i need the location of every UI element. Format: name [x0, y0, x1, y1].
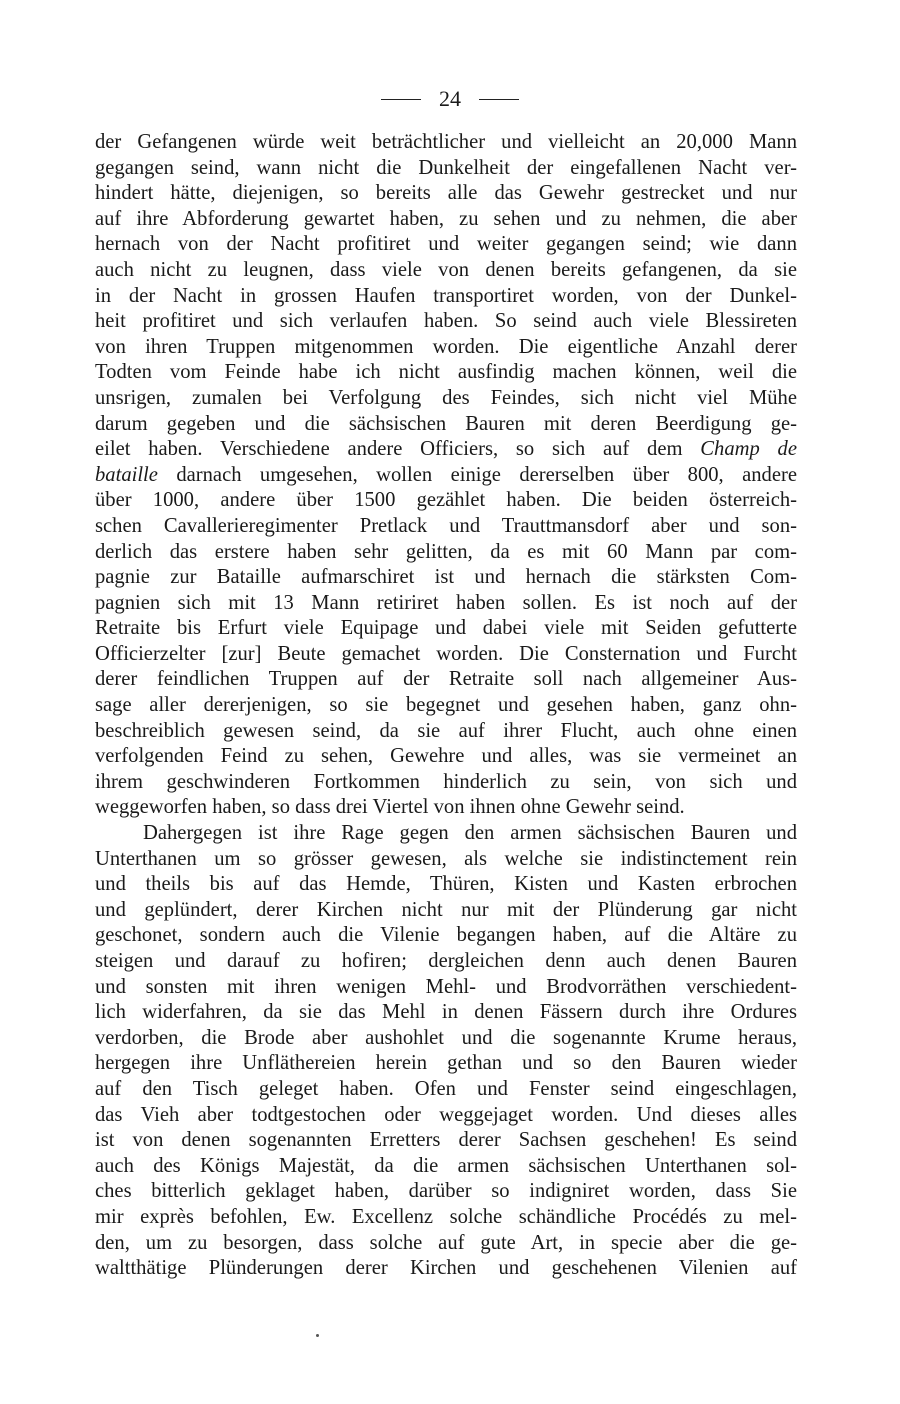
- text-line: eilet haben. Verschiedene andere Officiers, so sich auf dem Champ de: [95, 438, 797, 461]
- text-line: ist von denen sogenannten Erretters derer Sachsen geschehen! Es seind: [95, 1129, 797, 1152]
- text-line: das Vieh aber todtgestochen oder weggejaget worden. Und dieses alles: [95, 1103, 797, 1126]
- page-header: [0, 84, 900, 114]
- text-line: in der Nacht in grossen Haufen transportiret worden, von der Dunkel-: [95, 284, 797, 307]
- text-line: steigen und darauf zu hofiren; dergleichen denn auch denen Bauren: [95, 950, 797, 972]
- text-line: von ihren Truppen mitgenommen worden. Die eigentliche Anzahl derer: [95, 335, 797, 358]
- text-line: und theils bis auf das Hemde, Thüren, Kisten und Kasten erbrochen: [95, 873, 797, 896]
- header-rule-right: [479, 99, 519, 100]
- text-line: bataille darnach umgesehen, wollen einige dererselben über 800, andere: [95, 463, 797, 486]
- text-line: ches bitterlich geklaget haben, darüber so indigniret worden, dass Sie: [95, 1180, 797, 1203]
- body-text: [95, 130, 797, 1282]
- text-line: und sonsten mit ihren wenigen Mehl- und Brodvorräthen verschiedent-: [95, 975, 797, 998]
- text-line: lich widerfahren, da sie das Mehl in denen Fässern durch ihre Ordures: [95, 1001, 797, 1024]
- text-line: sage aller dererjenigen, so sie begegnet und gesehen haben, ganz ohn-: [95, 694, 797, 717]
- text-line: mir exprès befohlen, Ew. Excellenz solche schändliche Procédés zu mel-: [95, 1205, 797, 1228]
- text-line: derer feindlichen Truppen auf der Retraite soll nach allgemeiner Aus-: [95, 668, 797, 691]
- text-line: Officierzelter [zur] Beute gemachet worden. Die Consternation und Furcht: [95, 642, 797, 665]
- text-line: Dahergegen ist ihre Rage gegen den armen sächsischen Bauren und: [143, 822, 797, 845]
- text-line: waltthätige Plünderungen derer Kirchen und geschehenen Vilenien auf: [95, 1257, 797, 1280]
- text-line: auch nicht zu leugnen, dass viele von denen bereits gefangenen, da sie: [95, 258, 797, 281]
- text-line: den, um zu besorgen, dass solche auf gute Art, in specie aber die ge-: [95, 1231, 797, 1254]
- text-line: heit profitiret und sich verlaufen haben. So seind auch viele Blessireten: [95, 310, 797, 333]
- text-line: schen Cavallerieregimenter Pretlack und Trauttmansdorf aber und son-: [95, 514, 797, 537]
- paragraph: [95, 821, 797, 1282]
- text-line: auf ihre Abforderung gewartet haben, zu sehen und zu nehmen, die aber: [95, 207, 797, 230]
- text-line: beschreiblich gewesen seind, da sie auf ihrer Flucht, auch ohne einen: [95, 719, 797, 742]
- text-line: pagnien sich mit 13 Mann retiriret haben sollen. Es ist noch auf der: [95, 591, 797, 614]
- text-line: ihrem geschwinderen Fortkommen hinderlich zu sein, von sich und: [95, 770, 797, 793]
- text-line: unsrigen, zumalen bei Verfolgung des Feindes, sich nicht viel Mühe: [95, 386, 797, 409]
- text-line: gegangen seind, wann nicht die Dunkelheit der eingefallenen Nacht ver-: [95, 156, 797, 179]
- text-line: geschonet, sondern auch die Vilenie begangen haben, auf die Altäre zu: [95, 924, 797, 947]
- text-line: auf den Tisch geleget haben. Ofen und Fenster seind eingeschlagen,: [95, 1077, 797, 1100]
- text-line: verdorben, die Brode aber aushohlet und die sogenannte Krume heraus,: [95, 1026, 797, 1049]
- text-line: verfolgenden Feind zu sehen, Gewehre und alles, was sie vermeinet an: [95, 745, 797, 768]
- text-line: pagnie zur Bataille aufmarschiret ist und hernach die stärksten Com-: [95, 566, 797, 589]
- text-line: auch des Königs Majestät, da die armen sächsischen Unterthanen sol-: [95, 1154, 797, 1177]
- header-rule-left: [381, 99, 421, 100]
- text-line: darum gegeben und die sächsischen Bauren mit deren Beerdigung ge-: [95, 412, 797, 435]
- text-line: hindert hätte, diejenigen, so bereits alle das Gewehr gestrecket und nur: [95, 182, 797, 205]
- print-speck: [316, 1334, 319, 1337]
- text-line: der Gefangenen würde weit beträchtlicher und vielleicht an 20,000 Mann: [95, 131, 797, 153]
- text-line: hergegen ihre Unfläthereien herein gethan und so den Bauren wieder: [95, 1052, 797, 1075]
- text-line: Retraite bis Erfurt viele Equipage und dabei viele mit Seiden gefutterte: [95, 617, 797, 640]
- page-number: 24: [439, 86, 461, 111]
- text-line: Todten vom Feinde habe ich nicht ausfindig machen können, weil die: [95, 361, 797, 384]
- text-line: und geplündert, derer Kirchen nicht nur mit der Plünderung gar nicht: [95, 898, 797, 921]
- text-line: über 1000, andere über 1500 gezählet haben. Die beiden österreich-: [95, 489, 797, 512]
- paragraph: [95, 130, 797, 821]
- text-line: derlich das erstere haben sehr gelitten, da es mit 60 Mann par com-: [95, 540, 797, 563]
- text-line: Unterthanen um so grösser gewesen, als welche sie indistinctement rein: [95, 847, 797, 870]
- text-line: weggeworfen haben, so dass drei Viertel von ihnen ohne Gewehr seind.: [95, 796, 685, 819]
- text-line: hernach von der Nacht profitiret und weiter gegangen seind; wie dann: [95, 233, 797, 256]
